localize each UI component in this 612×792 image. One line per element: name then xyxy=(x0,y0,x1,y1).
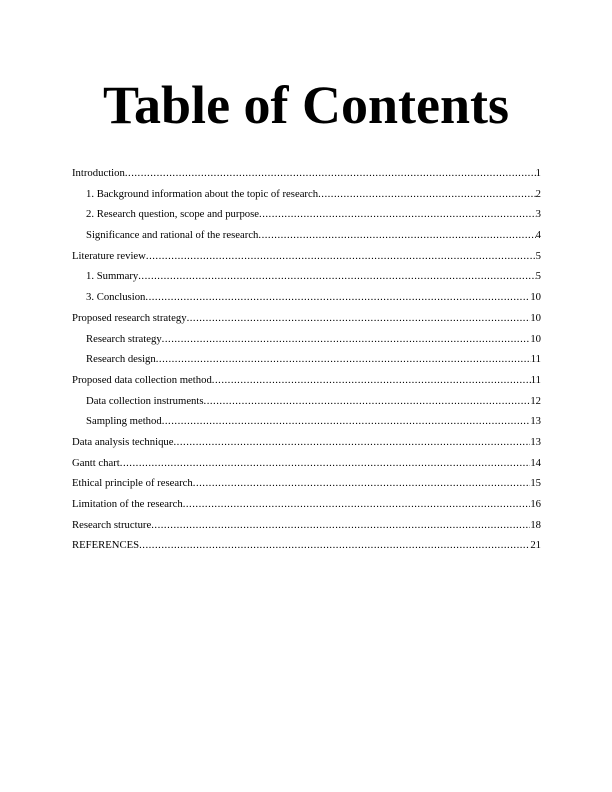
toc-page-number: 10 xyxy=(530,311,541,324)
toc-page-number: 1 xyxy=(535,167,541,179)
toc-dot-leader xyxy=(162,411,531,432)
toc-dot-leader xyxy=(174,432,531,453)
toc-entry-text: Literature review xyxy=(72,249,146,262)
toc-entry-text: Introduction xyxy=(72,167,125,179)
toc-entry-literature-review[interactable] xyxy=(72,246,541,267)
toc-dot-leader xyxy=(156,349,531,370)
toc-entry-text: Gantt chart xyxy=(72,456,120,469)
toc-page-number: 15 xyxy=(530,477,541,490)
toc-page-number: 10 xyxy=(530,332,541,345)
toc-dot-leader xyxy=(183,494,531,515)
toc-page-number: 16 xyxy=(530,498,541,510)
toc-entry-data-collection-instruments[interactable] xyxy=(72,391,541,412)
toc-dot-leader xyxy=(212,370,531,391)
toc-entry-introduction[interactable] xyxy=(72,163,541,184)
toc-entry-text: Data analysis technique xyxy=(72,435,174,448)
toc-entry-significance[interactable] xyxy=(72,225,541,246)
page-title: Table of Contents xyxy=(102,75,510,135)
toc-dot-leader xyxy=(187,308,531,329)
toc-entry-text: Sampling method xyxy=(86,415,162,428)
toc-page-number: 10 xyxy=(530,291,541,304)
toc-entry-research-structure[interactable] xyxy=(72,515,541,536)
toc-dot-leader xyxy=(139,535,530,556)
toc-entry-text: Proposed research strategy xyxy=(72,311,187,324)
toc-page-number: 3 xyxy=(535,208,541,221)
toc-page-number: 13 xyxy=(530,415,541,428)
toc-entry-text: Proposed data collection method xyxy=(72,373,212,386)
toc-entry-research-strategy[interactable] xyxy=(72,329,541,350)
toc-entry-text: Ethical principle of research xyxy=(72,477,193,490)
toc-entry-limitation[interactable] xyxy=(72,494,541,515)
toc-entry-gantt-chart[interactable] xyxy=(72,453,541,474)
toc-entry-data-analysis[interactable] xyxy=(72,432,541,453)
toc-page-number: 5 xyxy=(535,270,541,283)
toc-entry-data-collection-method[interactable] xyxy=(72,370,541,391)
toc-entry-text: 3. Conclusion xyxy=(86,291,146,304)
toc-page-number: 5 xyxy=(535,249,541,262)
toc-dot-leader xyxy=(125,163,536,184)
toc-page-number: 11 xyxy=(530,373,541,386)
toc-entry-text: 1. Summary xyxy=(86,270,139,283)
toc-entry-conclusion[interactable] xyxy=(72,287,541,308)
toc-page-number: 4 xyxy=(535,229,541,242)
toc-entry-references[interactable] xyxy=(72,535,541,556)
toc-dot-leader xyxy=(138,266,535,287)
toc-dot-leader xyxy=(145,287,530,308)
toc-entry-text: 2. Research question, scope and purpose xyxy=(86,208,260,221)
toc-entry-sampling-method[interactable] xyxy=(72,411,541,432)
toc-dot-leader xyxy=(146,246,536,267)
toc-page-number: 13 xyxy=(530,435,541,448)
toc-entry-text: 1. Background information about the topic of research xyxy=(86,187,319,200)
toc-entry-text: Limitation of the research xyxy=(72,498,183,510)
toc-entry-text: Research structure xyxy=(72,518,152,531)
table-of-contents xyxy=(72,163,541,556)
toc-dot-leader xyxy=(193,473,531,494)
toc-dot-leader xyxy=(204,391,531,412)
toc-entry-summary[interactable] xyxy=(72,266,541,287)
toc-dot-leader xyxy=(120,453,531,474)
toc-entry-research-question[interactable] xyxy=(72,204,541,225)
toc-page-number: 12 xyxy=(530,394,541,407)
toc-dot-leader xyxy=(151,515,530,536)
toc-dot-leader xyxy=(162,329,531,350)
toc-dot-leader xyxy=(318,184,536,205)
toc-entry-text: Data collection instruments xyxy=(86,394,204,407)
toc-entry-ethical-principle[interactable] xyxy=(72,473,541,494)
toc-page-number: 2 xyxy=(535,187,541,200)
toc-entry-text: Significance and rational of the research xyxy=(86,229,259,242)
toc-entry-text: REFERENCES xyxy=(72,539,140,552)
toc-page-number: 11 xyxy=(530,353,541,366)
toc-entry-text: Research strategy xyxy=(86,332,162,345)
toc-page-number: 14 xyxy=(530,456,541,469)
toc-entry-research-design[interactable] xyxy=(72,349,541,370)
toc-entry-proposed-research-strategy[interactable] xyxy=(72,308,541,329)
toc-dot-leader xyxy=(259,204,536,225)
toc-page-number: 21 xyxy=(530,539,541,552)
toc-dot-leader xyxy=(258,225,535,246)
toc-entry-background[interactable] xyxy=(72,184,541,205)
toc-entry-text: Research design xyxy=(86,353,156,366)
toc-page-number: 18 xyxy=(530,518,541,531)
